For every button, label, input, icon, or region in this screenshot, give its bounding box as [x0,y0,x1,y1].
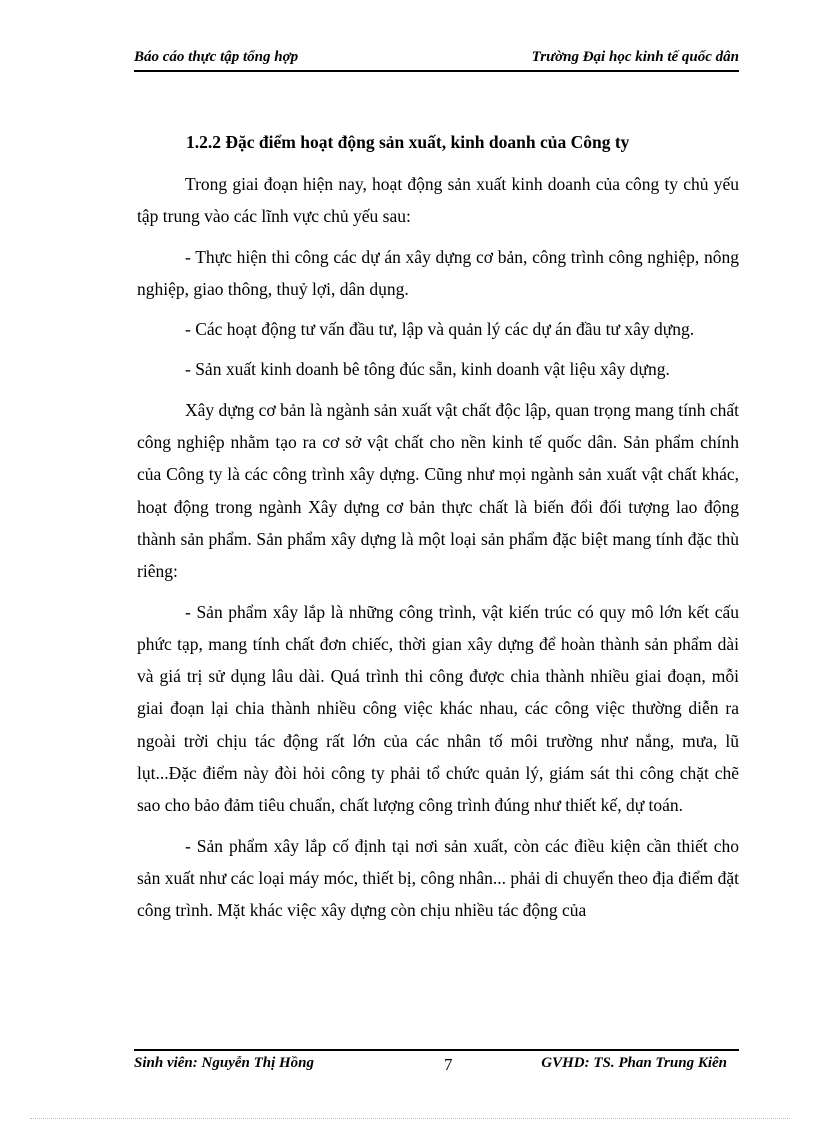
page-number: 7 [444,1055,453,1074]
header-university: Trường Đại học kinh tế quốc dân [531,49,739,65]
footer-divider [134,1049,739,1051]
footer-supervisor: GVHD: TS. Phan Trung Kiên [541,1055,727,1071]
header-report-title: Báo cáo thực tập tổng hợp [134,49,299,65]
paragraph: Xây dựng cơ bản là ngành sản xuất vật chất độc lập, quan trọng mang tính chất công nghiệp nhằm tạo ra cơ sở vật chất cho nền kinh tế quốc dân. Sản phẩm chính của Công ty là các công trình xây dựng. Cũng như mọi ngành sản xuất vật chất khác, hoạt động trong ngành Xây dựng cơ bản thực chất là biến đổi đối tượng lao động thành sản phẩm. Sản phẩm xây dựng là một loại sản phẩm đặc biệt mang tính đặc thù riêng: [137,399,739,582]
paragraph: Trong giai đoạn hiện nay, hoạt động sản xuất kinh doanh của công ty chủ yếu tập trung vào các lĩnh vực chủ yếu sau: [137,174,739,227]
paragraph: - Các hoạt động tư vấn đầu tư, lập và quản lý các dự án đầu tư xây dựng. [185,319,695,340]
paragraph: - Sản phẩm xây lắp là những công trình, vật kiến trúc có quy mô lớn kết cấu phức tạp, mang tính chất đơn chiếc, thời gian xây dựng để hoàn thành sản phẩm dài và giá trị sử dụng lâu dài. Quá trình thi công được chia thành nhiều giai đoạn, mỗi giai đoạn lại chia thành nhiều công việc khác nhau, các công việc thường diễn ra ngoài trời chịu tác động rất lớn của các nhân tố môi trường như nắng, mưa, lũ lụt...Đặc điểm này đòi hỏi công ty phải tổ chức quản lý, giám sát thi công chặt chẽ sao cho bảo đảm tiêu chuẩn, chất lượng công trình đúng như thiết kế, dự toán. [137,601,739,816]
body-text [137,168,739,935]
section-title: 1.2.2 Đặc điểm hoạt động sản xuất, kinh doanh của Công ty [186,132,630,152]
paragraph: - Sản phẩm xây lắp cố định tại nơi sản xuất, còn các điều kiện cần thiết cho sản xuất như các loại máy móc, thiết bị, công nhân... phải di chuyển theo địa điểm đặt công trình. Mặt khác việc xây dựng còn chịu nhiều tác động của [137,835,739,921]
footer-student: Sinh viên: Nguyễn Thị Hồng [134,1055,315,1071]
page-header [134,48,739,72]
page-edge-divider [30,1118,790,1119]
page-footer [134,1055,739,1077]
paragraph: - Sản xuất kinh doanh bê tông đúc sẵn, kinh doanh vật liệu xây dựng. [185,359,670,380]
paragraph: - Thực hiện thi công các dự án xây dựng cơ bản, công trình công nghiệp, nông nghiệp, giao thông, thuỷ lợi, dân dụng. [137,246,739,299]
